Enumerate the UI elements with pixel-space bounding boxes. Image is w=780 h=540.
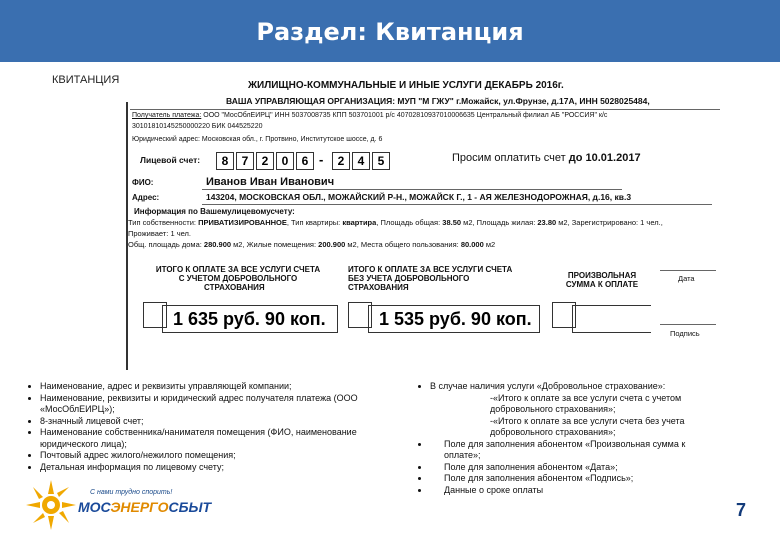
arbitrary-sum-field[interactable]: [572, 305, 651, 333]
info-text: м2, Места общего пользования:: [347, 240, 459, 249]
info-line-2: Проживает: 1 чел.: [128, 229, 191, 238]
title-line: БЕЗ УЧЕТА ДОБРОВОЛЬНОГО: [348, 274, 470, 283]
account-digit: 8: [216, 152, 234, 170]
title-line: ПРОИЗВОЛЬНАЯ: [567, 271, 637, 280]
management-org-line: ВАША УПРАВЛЯЮЩАЯ ОРГАНИЗАЦИЯ: МУП "М ГЖУ" г.Можайск, ул.Фрунзе, д.17А, ИНН 5028025484,: [226, 96, 650, 106]
info-value: 200.900: [318, 240, 346, 249]
sun-icon: [24, 478, 78, 532]
info-text: , Площадь общая:: [376, 218, 441, 227]
company-brand: [78, 499, 211, 515]
arbitrary-sum-title: [562, 271, 642, 289]
info-text: Общ. площадь дома:: [128, 240, 202, 249]
account-digit: 5: [372, 152, 390, 170]
account-label: Лицевой счет:: [140, 155, 201, 165]
receipt-heading: ЖИЛИЩНО-КОММУНАЛЬНЫЕ И ИНЫЕ УСЛУГИ ДЕКАБРЬ 2016г.: [248, 80, 564, 91]
info-text: м2: [485, 240, 496, 249]
payee-details: ООО "МосОблЕИРЦ" ИНН 5037008735 КПП 503701001 р/с 40702810937010006635 Центральный филиал АБ "РОССИЯ" к/с: [203, 112, 608, 119]
account-dash: -: [319, 152, 324, 167]
amount-with-insurance: 1 635 руб. 90 коп.: [162, 305, 338, 333]
total-without-insurance-title: [348, 265, 512, 292]
account-digit: 4: [352, 152, 370, 170]
note-item: • 8-значный лицевой счет;: [40, 416, 366, 428]
brand-text: ЭНЕРГО: [110, 499, 169, 515]
due-prefix: Просим оплатить счет: [452, 152, 566, 164]
info-value: ПРИВАТИЗИРОВАННОЕ: [198, 218, 287, 227]
divider: [202, 204, 712, 205]
note-subitem: -«Итого к оплате за все услуги счета с учетом добровольного страхования»;: [490, 392, 682, 414]
note-item: • Почтовый адрес жилого/нежилого помещения;: [40, 450, 366, 462]
note-item: • Наименование, реквизиты и юридический адрес получателя платежа (ООО «МосОблЕИРЦ»);: [40, 393, 366, 416]
info-text: , Тип квартиры:: [286, 218, 341, 227]
title-line: СТРАХОВАНИЯ: [204, 283, 265, 292]
note-item: • Поле для заполнения абонентом «Произвольная сумма к оплате»;: [430, 439, 716, 462]
fio-value: Иванов Иван Иванович: [206, 176, 335, 188]
company-slogan: С нами трудно спорить!: [90, 489, 173, 496]
note-item: • Поле для заполнения абонентом «Дата»;: [430, 462, 716, 474]
brand-text: МОС: [78, 499, 111, 515]
info-value: 38.50: [442, 218, 462, 227]
date-label: Дата: [678, 274, 695, 283]
info-value: 23.80: [537, 218, 557, 227]
page-number: 7: [736, 500, 747, 520]
signature-label: Подпись: [670, 329, 700, 338]
title-line: СУММА К ОПЛАТЕ: [565, 280, 639, 289]
divider: [130, 109, 720, 110]
info-text: м2, Зарегистрировано: 1 чел.,: [558, 218, 663, 227]
title-line: С УЧЕТОМ ДОБРОВОЛЬНОГО: [178, 274, 298, 283]
title-line: СТРАХОВАНИЯ: [348, 283, 409, 292]
note-item: • Наименование, адрес и реквизиты управляющей компании;: [40, 381, 366, 393]
notes-right: [416, 381, 716, 496]
info-value: квартира: [342, 218, 377, 227]
info-text: м2, Площадь жилая:: [463, 218, 536, 227]
note-text: В случае наличия услуги «Добровольное страхование»:: [430, 381, 666, 391]
payee-line-2: 30101810145250000220 БИК 044525220: [132, 123, 263, 130]
address-value: 143204, МОСКОВСКАЯ ОБЛ., МОЖАЙСКИЙ Р-Н., МОЖАЙСК Г., 1 - АЯ ЖЕЛЕЗНОДОРОЖНАЯ, д.16, кв.3: [206, 192, 632, 202]
info-value: 80.000: [460, 240, 484, 249]
amount-without-insurance: 1 535 руб. 90 коп.: [368, 305, 540, 333]
account-digit: 6: [296, 152, 314, 170]
payment-due: [452, 152, 641, 164]
info-text: Тип собственности:: [128, 218, 196, 227]
note-item: • Данные о сроке оплаты: [430, 485, 716, 497]
note-subitem: -«Итого к оплате за все услуги счета без учета добровольного страхования»;: [490, 415, 685, 437]
receipt: [42, 72, 754, 370]
info-line-3: [128, 240, 495, 249]
note-item: • Детальная информация по лицевому счету;: [40, 462, 366, 474]
fio-label: ФИО:: [132, 178, 154, 187]
date-line: [660, 270, 716, 271]
slide-header: [0, 0, 780, 62]
due-date: до 10.01.2017: [568, 152, 641, 164]
title-line: ИТОГО К ОПЛАТЕ ЗА ВСЕ УСЛУГИ СЧЕТА: [155, 265, 321, 274]
info-text: м2, Жилые помещения:: [233, 240, 317, 249]
info-title: Информация по Вашемулицевомусчету:: [134, 207, 295, 216]
info-value: 280.900: [203, 240, 232, 249]
account-digit: 7: [236, 152, 254, 170]
payee-prefix: Получатель платежа:: [132, 112, 202, 119]
title-line: ИТОГО К ОПЛАТЕ ЗА ВСЕ УСЛУГИ СЧЕТА: [348, 265, 513, 274]
account-digit: 2: [332, 152, 350, 170]
info-line-1: [128, 218, 663, 227]
receipt-label: КВИТАНЦИЯ: [52, 74, 120, 86]
note-item: • Наименование собственника/нанимателя помещения (ФИО, наименование юридического лица);: [40, 427, 366, 450]
divider: [202, 189, 622, 190]
slide-title: Раздел: Квитанция: [256, 18, 524, 46]
payee-line: [132, 112, 607, 119]
account-digit: 2: [256, 152, 274, 170]
total-with-insurance-title: [150, 265, 326, 292]
legal-address: Юридический адрес: Московская обл., г. Протвино, Институтское шоссе, д. 6: [132, 136, 383, 143]
note-item: [430, 381, 716, 439]
notes-left: [26, 381, 366, 473]
brand-text: СБЫТ: [168, 499, 212, 515]
account-digit: 0: [276, 152, 294, 170]
signature-line: [660, 324, 716, 325]
address-label: Адрес:: [132, 193, 160, 202]
note-item: • Поле для заполнения абонентом «Подпись»;: [430, 473, 716, 485]
